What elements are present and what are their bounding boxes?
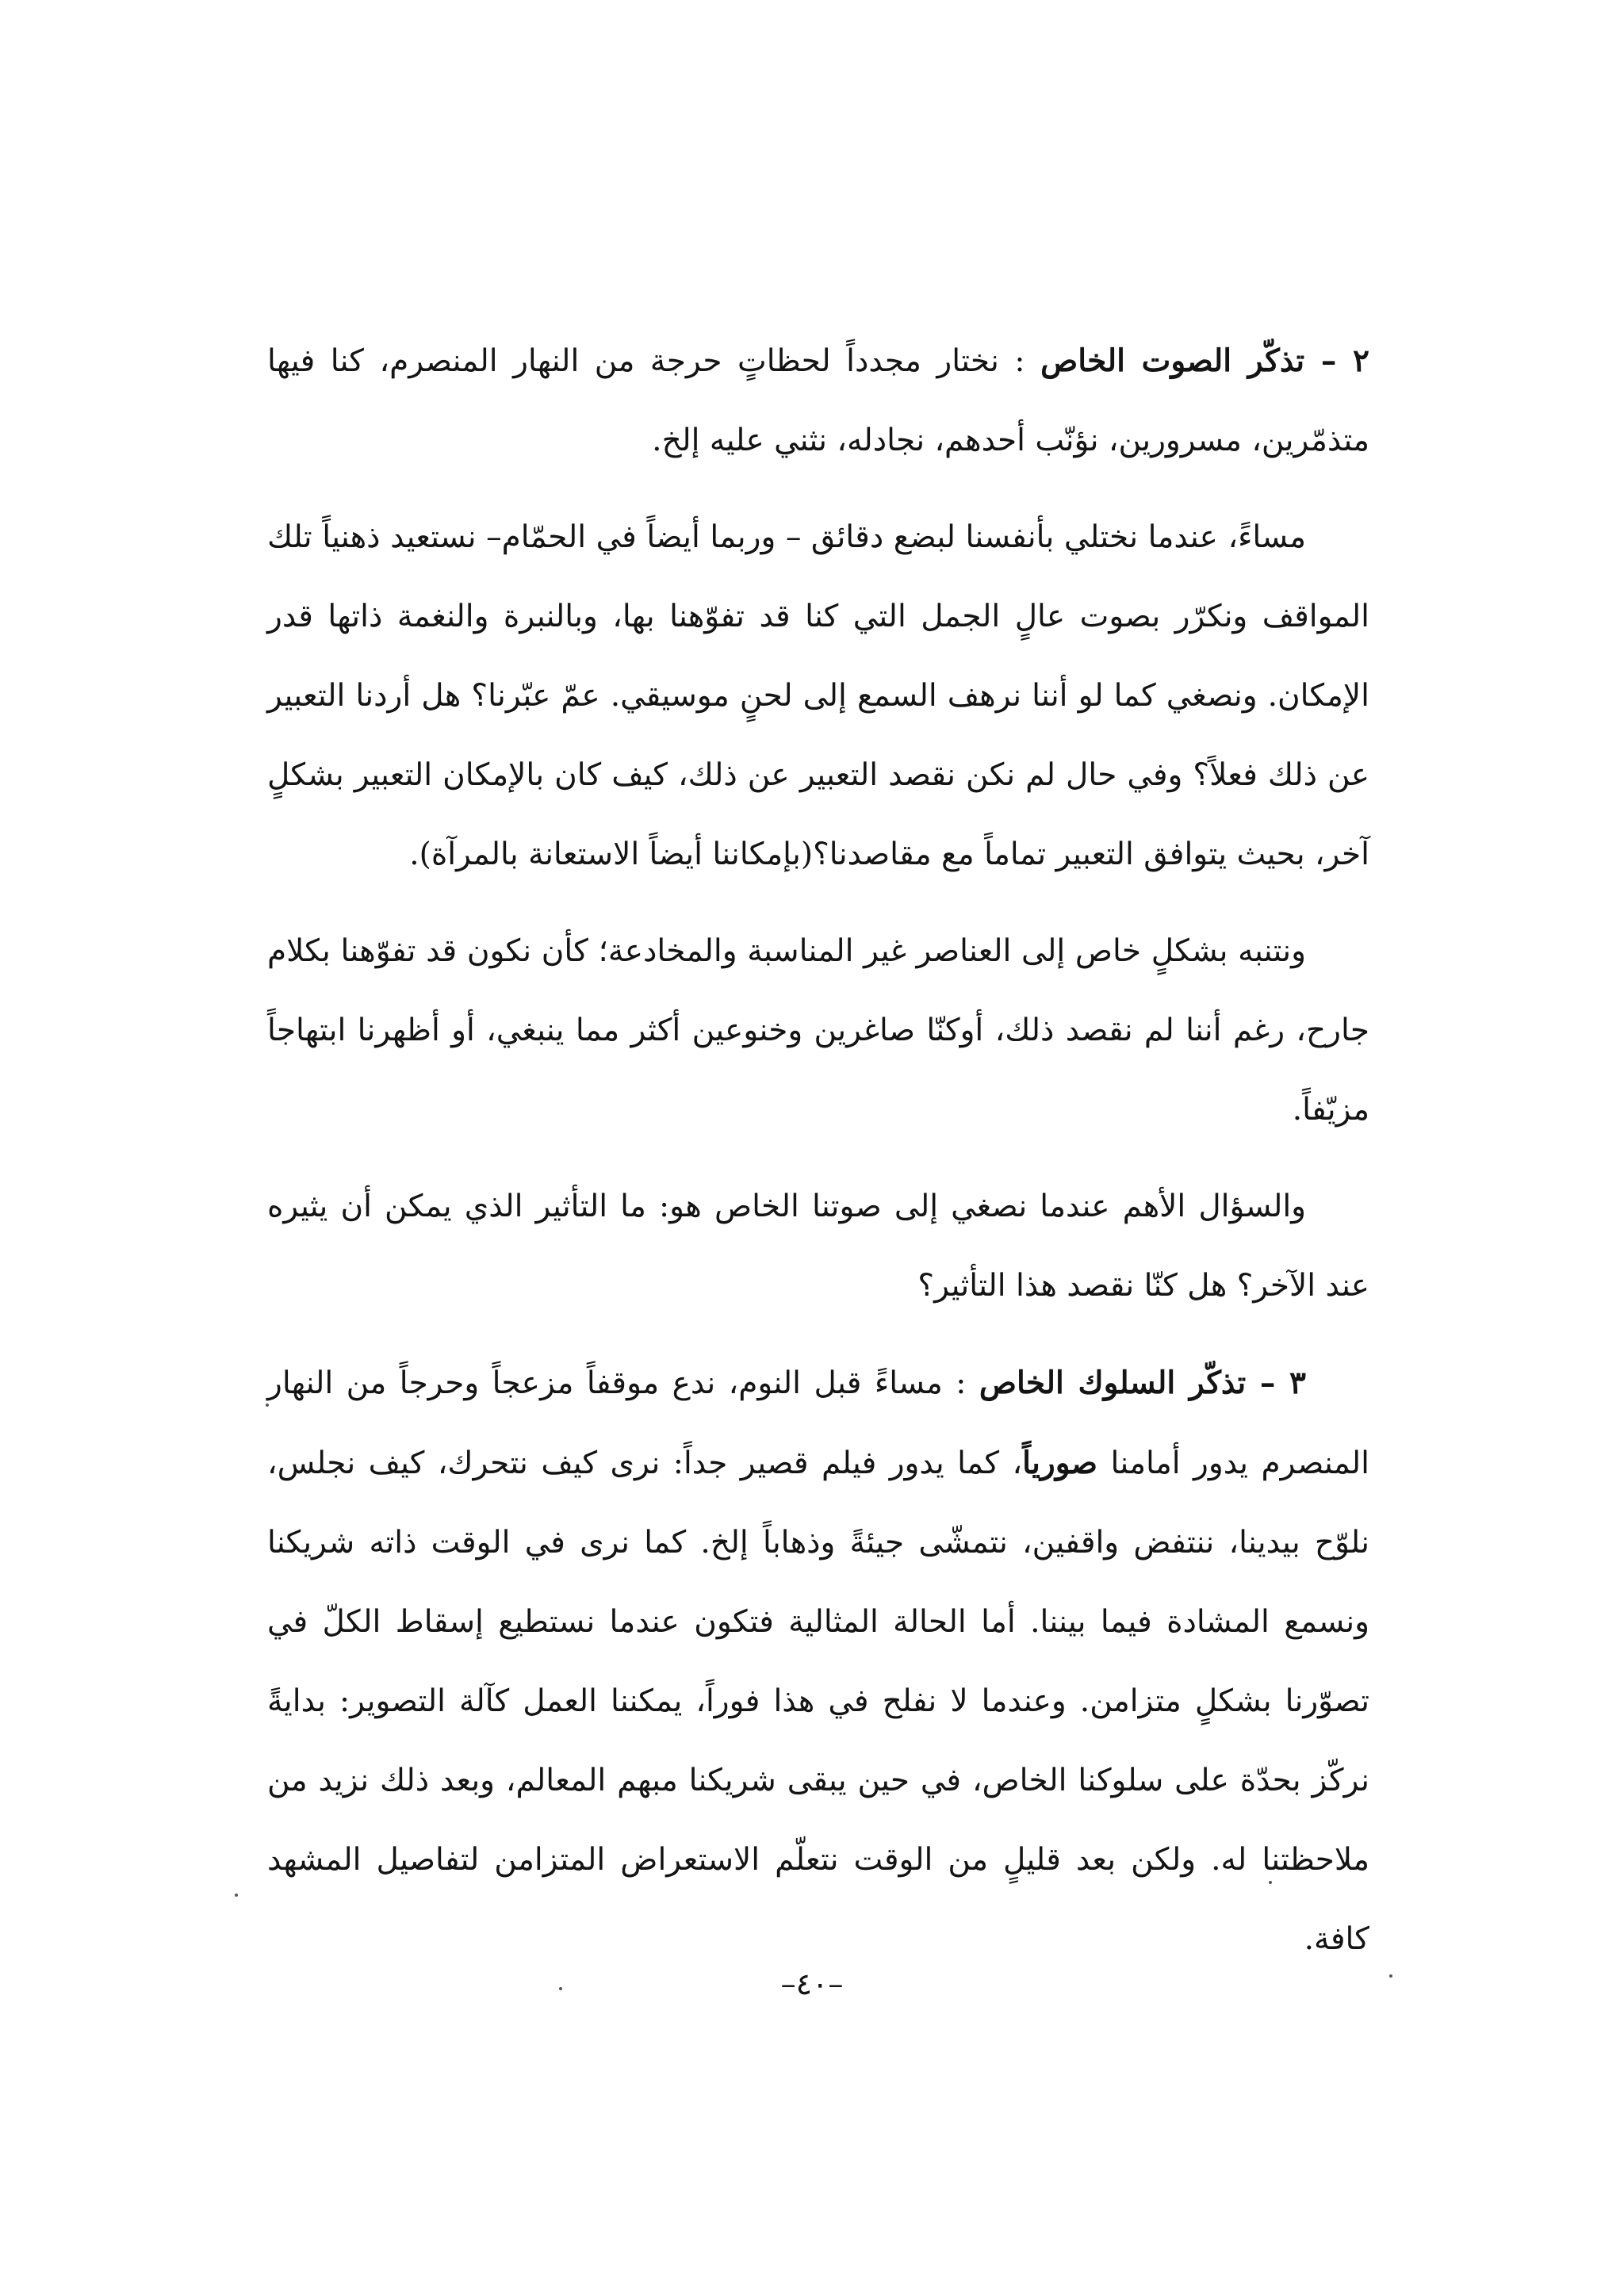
scan-speck <box>266 1403 269 1407</box>
section-3-lead-before: : مساءً قبل النوم، ندع موقفاً مزعجاً وحرجاً من النهار المنصرم يدور أمامنا <box>267 1365 1369 1481</box>
section-2-intro <box>267 321 1369 481</box>
section-2-paragraph-2: ونتنبه بشكلٍ خاص إلى العناصر غير المناسبة والمخادعة؛ كأن نكون قد تفوّهنا بكلام جارح، رغم أننا لم نقصد ذلك، أوكنّا صاغرين وخنوعين أكثر مما ينبغي، أو أظهرنا ابتهاجاً مزيّفاً. <box>267 933 1369 1128</box>
section-3-bold-word: صورياً <box>1022 1445 1097 1481</box>
scan-speck <box>235 1894 238 1897</box>
scan-speck <box>559 1987 562 1990</box>
section-2-heading: ٢ – تذكّر الصوت الخاص <box>1040 343 1369 379</box>
section-2-paragraph-3: والسؤال الأهم عندما نصغي إلى صوتنا الخاص هو: ما التأثير الذي يمكن أن يثيره عند الآخر؟ هل كنّا نقصد هذا التأثير؟ <box>267 1189 1369 1304</box>
section-2-lead: : نختار مجدداً لحظاتٍ حرجة من النهار المنصرم، كنا فيها متذمّرين، مسرورين، نؤنّب أحدهم، نجادله، نثني عليه إلخ. <box>267 343 1369 458</box>
section-3-intro <box>267 1343 1369 1979</box>
scan-speck <box>1389 1974 1392 1978</box>
section-3-heading: ٣ – تذكّر السلوك الخاص <box>979 1365 1306 1401</box>
page-number: –٤٠– <box>780 1966 844 2001</box>
section-3-lead-after: ، كما يدور فيلم قصير جداً: نرى كيف نتحرك، كيف نجلس، نلوّح بيدينا، ننتفض واقفين، نتمشّى جيئةً وذهاباً إلخ. كما نرى في الوقت ذاته شريكنا ونسمع المشادة فيما بيننا. أما الحالة المثالية فتكون عندما نستطيع إسقاط الكلّ في تصوّرنا بشكلٍ متزامن. وعندما لا نفلح في هذا فوراً، يمكننا العمل كآلة التصوير: بدايةً نركّز بحدّة على سلوكنا الخاص، في حين يبقى شريكنا مبهم المعالم، وبعد ذلك نزيد من ملاحظتنا له. ولكن بعد قليلٍ من الوقت نتعلّم الاستعراض المتزامن لتفاصيل المشهد كافة. <box>267 1446 1370 1957</box>
body-text <box>267 321 1369 1997</box>
scan-speck <box>1269 1881 1272 1884</box>
section-2-paragraph-1: مساءً، عندما نختلي بأنفسنا لبضع دقائق – وربما أيضاً في الحمّام– نستعيد ذهنياً تلك المواقف ونكرّر بصوت عالٍ الجمل التي كنا قد تفوّهنا بها، وبالنبرة والنغمة ذاتها قدر الإمكان. ونصغي كما لو أننا نرهف السمع إلى لحنٍ موسيقي. عمّ عبّرنا؟ هل أردنا التعبير عن ذلك فعلاً؟ وفي حال لم نكن نقصد التعبير عن ذلك، كيف كان بالإمكان التعبير بشكلٍ آخر، بحيث يتوافق التعبير تماماً مع مقاصدنا؟(بإمكاننا أيضاً الاستعانة بالمرآة). <box>267 519 1369 872</box>
